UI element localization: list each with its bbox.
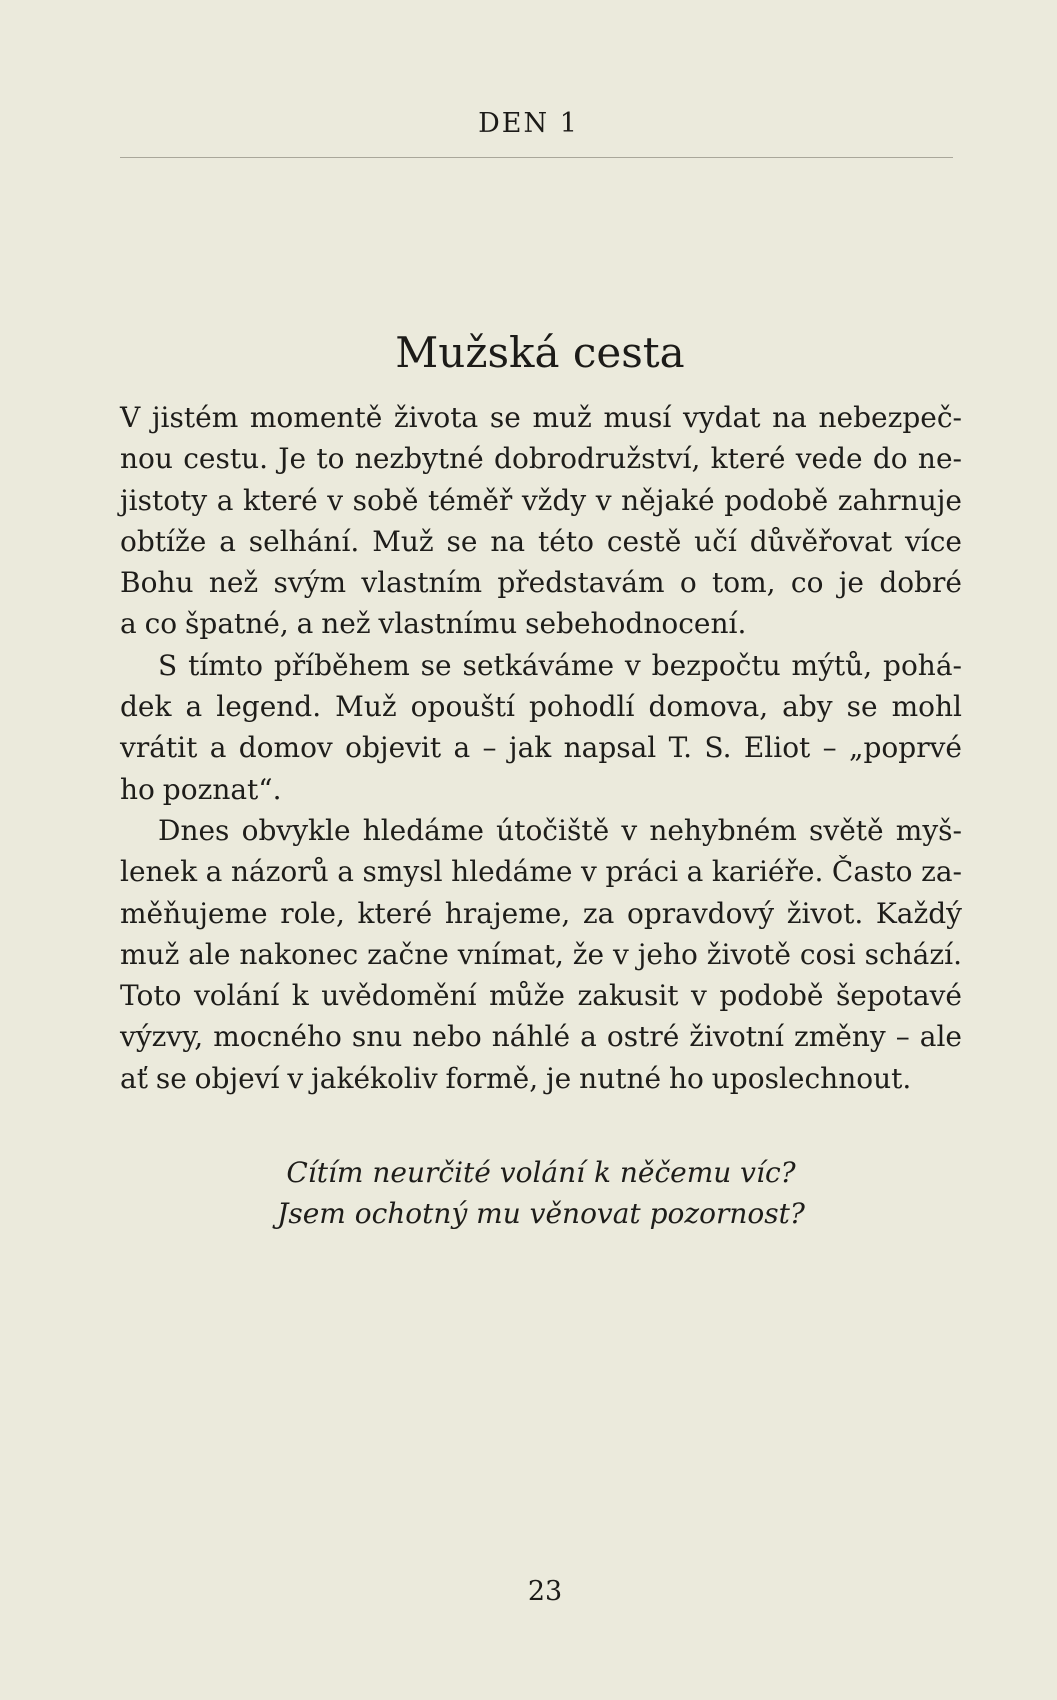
body-text xyxy=(120,397,962,1099)
paragraph xyxy=(120,645,962,810)
text-line: jistoty a které v sobě téměř vždy v nějaké podobě zahrnuje xyxy=(120,483,962,517)
text-line: V jistém momentě života se muž musí vydat na nebezpeč- xyxy=(120,401,962,434)
text-line: S tímto příběhem se setkáváme v bezpočtu mýtů, pohá- xyxy=(158,648,962,682)
text-line: dek a legend. Muž opouští pohodlí domova, aby se mohl xyxy=(120,690,962,724)
header-rule xyxy=(120,157,953,158)
text-line: Bohu než svým vlastním představám o tom, co je dobré xyxy=(120,566,962,600)
text-line: výzvy, mocného snu nebo náhlé a ostré životní změny – ale xyxy=(120,1020,962,1054)
text-line: měňujeme role, které hrajeme, za opravdový život. Každý xyxy=(120,896,962,930)
reflection-question: Jsem ochotný mu věnovat pozornost? xyxy=(277,1197,805,1230)
chapter-title: Mužská cesta xyxy=(395,328,685,378)
text-line: ať se objeví v jakékoliv formě, je nutné ho uposlechnout. xyxy=(120,1061,912,1095)
paragraph xyxy=(120,810,962,1099)
text-line: Dnes obvykle hledáme útočiště v nehybném světě myš- xyxy=(158,813,962,847)
reflection-questions xyxy=(120,1152,962,1234)
text-line: Toto volání k uvědomění může zakusit v podobě šepotavé xyxy=(120,979,962,1013)
text-line: nou cestu. Je to nezbytné dobrodružství, které vede do ne- xyxy=(120,442,962,476)
paragraph xyxy=(120,397,962,645)
text-line: obtíže a selhání. Muž se na této cestě učí důvěřovat více xyxy=(120,524,962,558)
text-line: muž ale nakonec začne vnímat, že v jeho životě cosi schází. xyxy=(120,937,962,971)
text-line: lenek a názorů a smysl hledáme v práci a kariéře. Často za- xyxy=(120,855,962,889)
reflection-question: Cítím neurčité volání k něčemu víc? xyxy=(286,1156,796,1189)
page-number: 23 xyxy=(527,1576,563,1607)
running-head: DEN 1 xyxy=(478,108,579,139)
text-line: a co špatné, a než vlastnímu sebehodnocení. xyxy=(120,607,747,641)
text-line: ho poznat“. xyxy=(120,772,282,806)
text-line: vrátit a domov objevit a – jak napsal T. S. Eliot – „poprvé xyxy=(120,731,962,765)
